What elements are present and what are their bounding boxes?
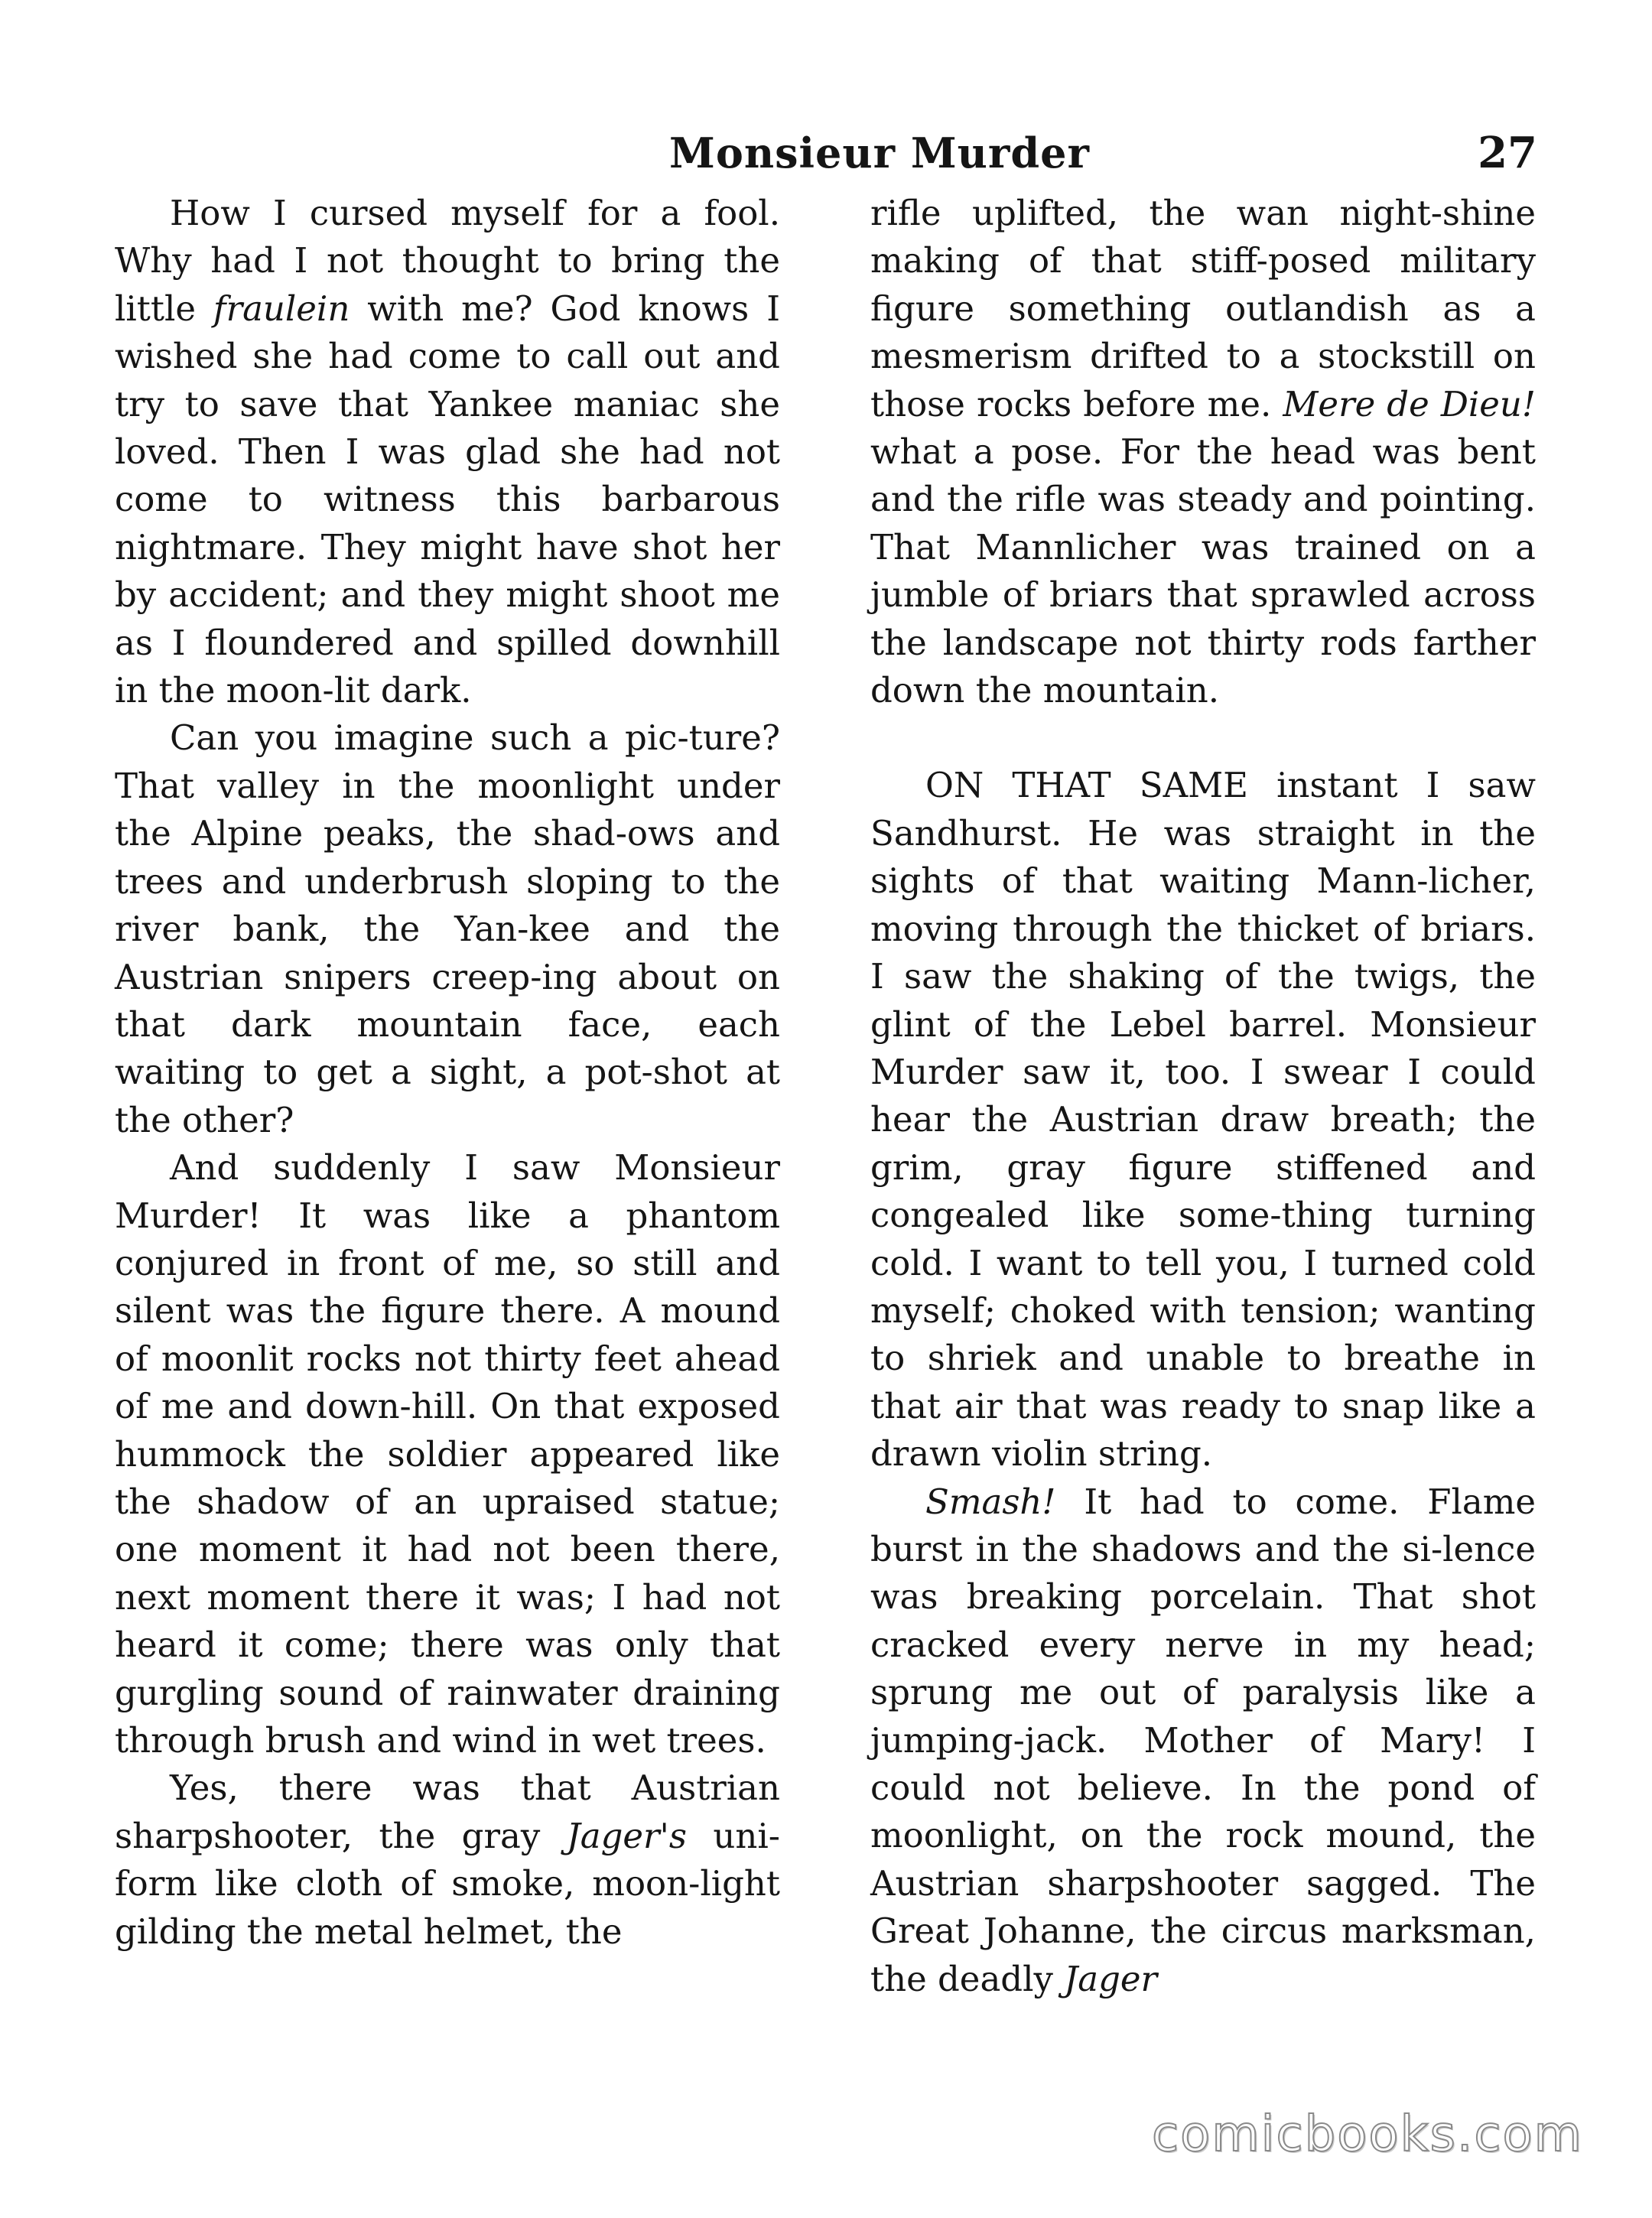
italic-word: Jager bbox=[1064, 1958, 1158, 1999]
text-run: rifle uplifted, the wan night-shine making of that stiff-posed military figure something outlandish as a mesmerism drifted to a stockstill on those rocks before me. bbox=[870, 193, 1536, 424]
italic-word: fraulein bbox=[213, 288, 350, 329]
italic-word: Jager's bbox=[566, 1815, 687, 1856]
paragraph: ON THAT SAME instant I saw Sandhurst. He was straight in the sights of that waiting Mann-licher, moving through the thicket of briars. I saw the shaking of the twigs, the glint of the Lebel barrel. Monsieur Murder saw it, too. I swear I could hear the Austrian draw breath; the grim, gray figure stiffened and congealed like some-thing turning cold. I want to tell you, I turned cold myself; choked with tension; wanting to shriek and unable to breathe in that air that was ready to snap like a drawn violin string. bbox=[870, 765, 1536, 1475]
text-run: with me? God knows I wished she had come to call out and try to save that Yankee maniac she loved. Then I was glad she had not come to witness this barbarous nightmare. They might have shot her by accident; and they might shoot me as I floundered and spilled downhill in the moon-lit dark. bbox=[115, 288, 780, 711]
paragraph bbox=[870, 190, 1536, 714]
italic-phrase: Mere de Dieu! bbox=[1283, 383, 1536, 424]
text-run: How I cursed myself for a fool. Why had I not thought to bring the little bbox=[115, 193, 780, 329]
italic-word: Smash! bbox=[925, 1481, 1056, 1522]
paragraph bbox=[115, 1764, 780, 1956]
paragraph: And suddenly I saw Monsieur Murder! It was like a phantom conjured in front of me, so still and silent was the figure there. A mound of moonlit rocks not thirty feet ahead of me and down-hill. On that exposed hummock the soldier appeared like the shadow of an upraised statue; one moment it had not been there, next moment there it was; I had not heard it come; there was only that gurgling sound of rainwater draining through brush and wind in wet trees. bbox=[115, 1147, 780, 1761]
text-run: what a pose. For the head was bent and the rifle was steady and pointing. That Mannlicher was trained on a jumble of briars that sprawled across the landscape not thirty rods farther down the mountain. bbox=[870, 431, 1536, 711]
paragraph: Can you imagine such a pic-ture? That valley in the moonlight under the Alpine peaks, the shad-ows and trees and underbrush sloping to the river bank, the Yan-kee and the Austrian snipers creep-ing about on that dark mountain face, each waiting to get a sight, a pot-shot at the other? bbox=[115, 717, 780, 1140]
text-run: Yes, there was that Austrian sharpshooter, the gray bbox=[115, 1768, 780, 1856]
right-column bbox=[870, 190, 1536, 2003]
text-run: uni-form like cloth of smoke, moon-light gilding the metal helmet, the bbox=[115, 1815, 780, 1952]
paragraph bbox=[115, 190, 780, 714]
watermark-logo: comicbooks.com bbox=[1151, 2106, 1583, 2163]
running-title: Monsieur Murder bbox=[669, 128, 1090, 177]
paragraph bbox=[870, 1478, 1536, 2003]
running-head bbox=[115, 122, 1537, 184]
page-number: 27 bbox=[1478, 128, 1537, 178]
text-run: It had to come. Flame burst in the shadows and the si-lence was breaking porcelain. That shot cracked every nerve in my head; sprung me out of paralysis like a jumping-jack. Mother of Mary! I could not believe. In the pond of moonlight, on the rock mound, the Austrian sharpshooter sagged. The Great Johanne, the circus marksman, the deadly bbox=[870, 1481, 1536, 1999]
left-column bbox=[115, 190, 780, 1956]
